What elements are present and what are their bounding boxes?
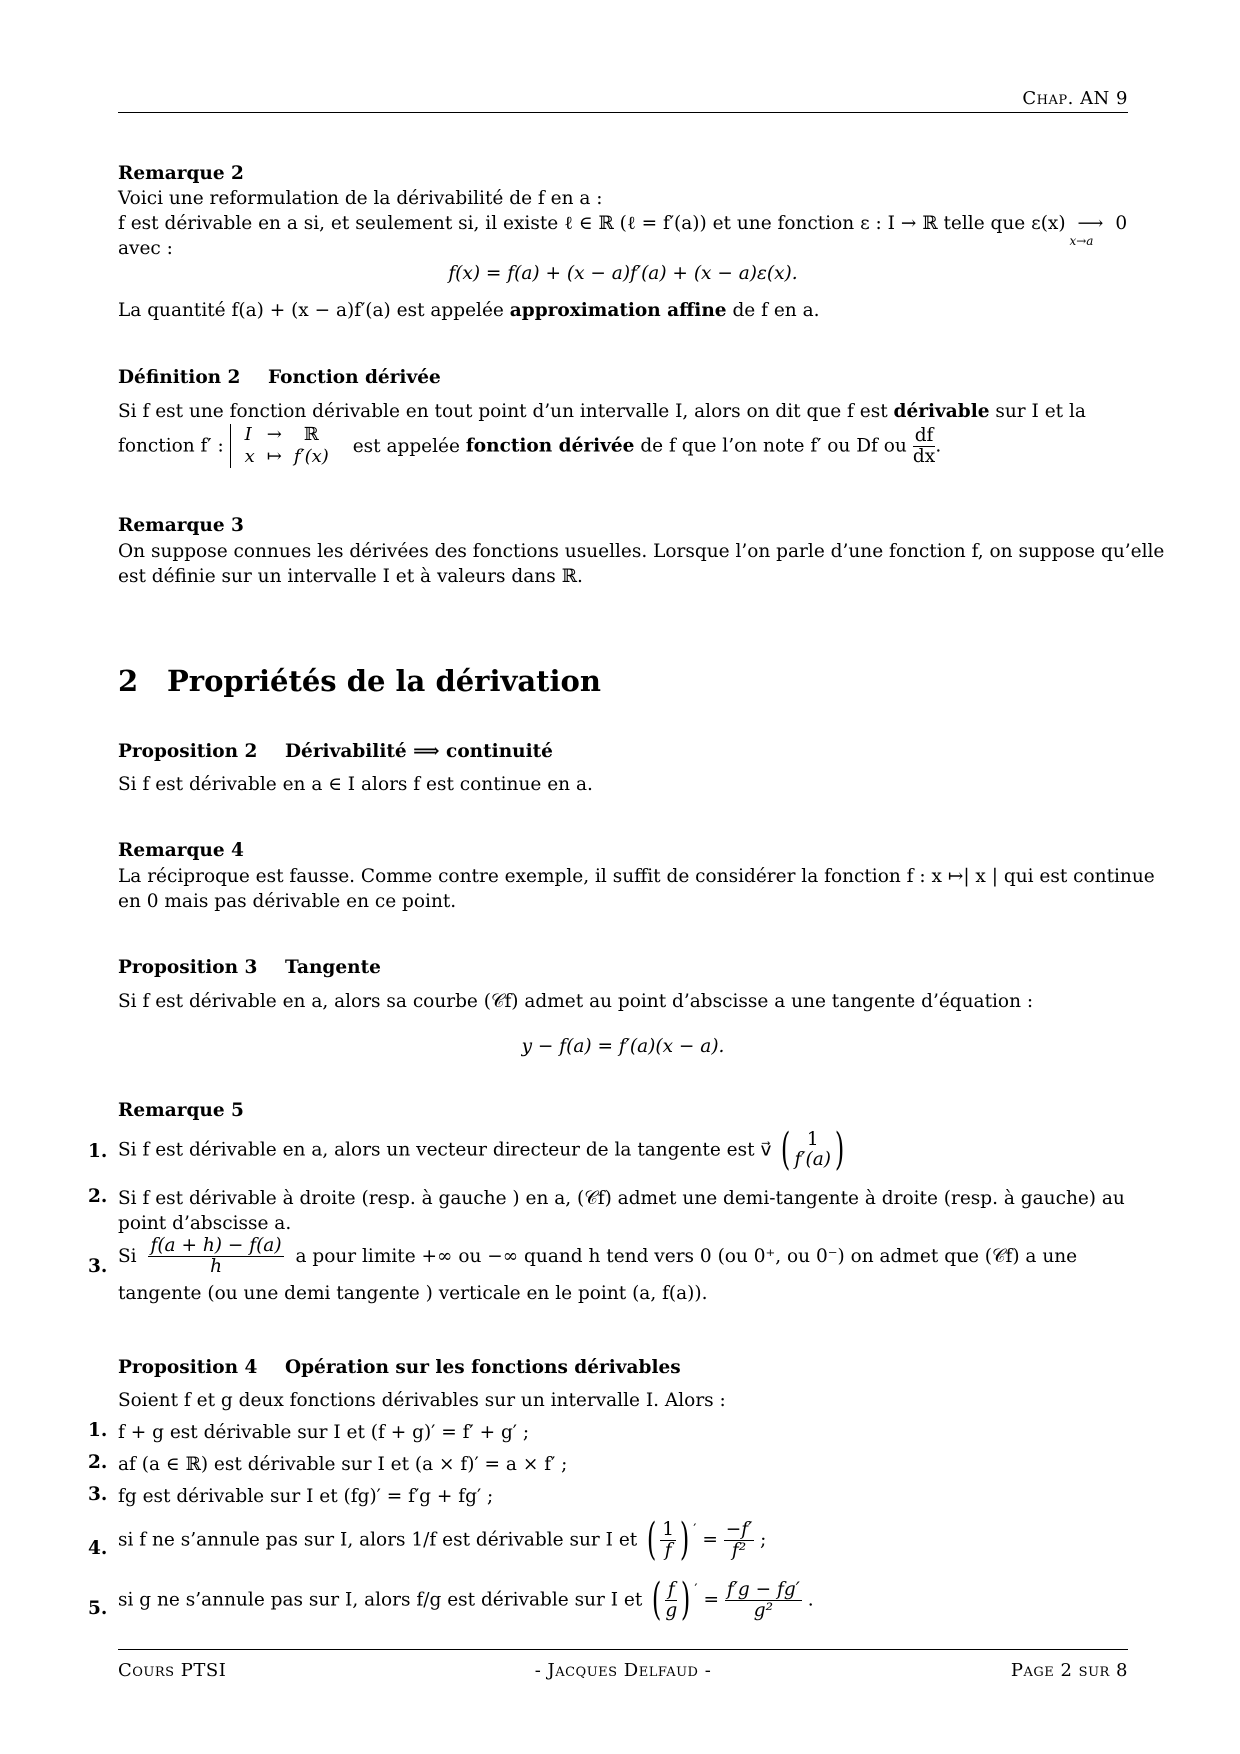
quotient-derivative-den: g²: [753, 1599, 773, 1621]
chapter-header: Chap. AN 9: [1022, 88, 1128, 109]
proposition-3-line1: Si f est dérivable en a, alors sa courbe (𝒞f) admet au point d’abscisse a une tangente d’équation :: [118, 991, 1034, 1012]
prop-4-item-5-num: 5.: [88, 1598, 108, 1619]
quotient-derivative: [725, 1580, 802, 1621]
remarque-3-line2: est définie sur un intervalle I et à valeurs dans ℝ.: [118, 566, 583, 587]
remarque-5-item-1-num: 1.: [88, 1141, 108, 1162]
remarque-2-line3: avec :: [118, 238, 173, 259]
inverse-num: 1: [662, 1518, 675, 1540]
prop-4-item-5: si g ne s’annule pas sur I, alors f/g est dérivable sur I et ( $\frac{f}{g}$ ) ′ = $\frac{f'g - fg'}{\text{g²}}$ .: [118, 1574, 814, 1625]
fonction-derivee-term: fonction dérivée: [465, 435, 635, 457]
paren-close: ): [679, 1514, 690, 1565]
prop-4-item-2-num: 2.: [88, 1452, 108, 1473]
inverse-derivative-den: f²: [731, 1539, 747, 1561]
prop-4-item-4-text: si f ne s’annule pas sur I, alors 1/f est dérivable sur I et: [118, 1529, 638, 1551]
footer-rule: [118, 1649, 1128, 1650]
remarque-2-line4-c: de f en a.: [732, 300, 820, 321]
proposition-2-label: Proposition 2: [118, 741, 258, 762]
map-image: f′(x): [293, 446, 329, 467]
definition-2-line2-a: fonction f′ :: [118, 435, 224, 457]
prop-4-item-3: fg est dérivable sur I et (fg)′ = f′g + fg′ ;: [118, 1486, 494, 1507]
difference-quotient-num: f(a + h) − f(a): [150, 1235, 282, 1256]
vec-top: 1: [806, 1129, 819, 1150]
remarque-3-label: Remarque 3: [118, 515, 244, 536]
quotient-derivative-num: f′g − fg′: [726, 1578, 800, 1600]
proposition-3-formula: y − f(a) = f′(a)(x − a).: [521, 1036, 725, 1057]
proposition-4-title: Opération sur les fonctions dérivables: [285, 1357, 681, 1378]
definition-2-line2-end: .: [935, 435, 942, 457]
remarque-5-item-3-num: 3.: [88, 1256, 108, 1277]
inverse-fraction: [660, 1520, 676, 1561]
prop-4-item-2: af (a ∈ ℝ) est dérivable sur I et (a × f)′ = a × f′ ;: [118, 1454, 568, 1475]
prop-4-item-4-end: ;: [760, 1529, 767, 1551]
remarque-5-item-3-text: a pour limite +∞ ou −∞ quand h tend vers 0 (ou 0⁺, ou 0⁻) on admet que (𝒞f) a une: [295, 1246, 1078, 1267]
paren-open-2: (: [652, 1574, 662, 1625]
inverse-den: f: [664, 1539, 672, 1561]
remarque-5-item-2-line2: point d’abscisse a.: [118, 1213, 292, 1234]
definition-2-line1: [118, 399, 1128, 424]
remarque-3-line1: On suppose connues les dérivées des fonctions usuelles. Lorsque l’on parle d’une fonction f, on suppose qu’elle: [118, 541, 1165, 562]
footer-left: Cours PTSI: [118, 1660, 227, 1681]
vec-bottom: f′(a): [794, 1149, 831, 1170]
proposition-3-label: Proposition 3: [118, 957, 258, 978]
remarque-5-item-3-line2: tangente (ou une demi tangente ) verticale en le point (a, f(a)).: [118, 1283, 708, 1304]
quotient-den: g: [665, 1599, 678, 1621]
definition-2-line2: [118, 424, 941, 468]
remarque-5-label: Remarque 5: [118, 1100, 244, 1121]
remarque-5-item-2-line1: Si f est dérivable à droite (resp. à gauche ) en a, (𝒞f) admet une demi-tangente à droite (resp. à gauche) au: [118, 1188, 1125, 1209]
prop-4-item-4: si f ne s’annule pas sur I, alors 1/f est dérivable sur I et ( $\frac{1}{f}$ ) ′ = $\frac{-f'}{\text{f²}}$ ;: [118, 1514, 767, 1565]
remarque-4-line1: La réciproque est fausse. Comme contre exemple, il suffit de considérer la fonction f : x ↦| x | qui est continue: [118, 866, 1155, 887]
map-domain: I: [244, 424, 252, 445]
prop-4-item-5-text: si g ne s’annule pas sur I, alors f/g est dérivable sur I et: [118, 1589, 643, 1611]
definition-2-title: Fonction dérivée: [268, 367, 441, 388]
function-map: [230, 424, 341, 468]
definition-2-line2-d: de f que l’on note f′ ou Df ou: [640, 435, 907, 457]
inverse-derivative-num: −f′: [725, 1518, 753, 1540]
difference-quotient: [148, 1236, 283, 1277]
proposition-4-label: Proposition 4: [118, 1357, 258, 1378]
df-dx-fraction: [913, 426, 936, 467]
prop-4-item-4-num: 4.: [88, 1538, 108, 1559]
quotient-num: f: [665, 1580, 677, 1601]
definition-2-line2-b: est appelée: [352, 435, 460, 457]
prop-4-item-1-num: 1.: [88, 1420, 108, 1441]
vec-left-paren: (: [781, 1124, 791, 1175]
remarque-4-label: Remarque 4: [118, 840, 244, 861]
prop-4-item-3-num: 3.: [88, 1484, 108, 1505]
proposition-3-title: Tangente: [285, 957, 381, 978]
remarque-5-item-2-num: 2.: [88, 1186, 108, 1207]
remarque-2-label: Remarque 2: [118, 163, 244, 184]
remarque-2-line1: Voici une reformulation de la dérivabilité de f en a :: [118, 188, 603, 209]
quotient-fraction: [665, 1580, 677, 1621]
proposition-2-title: Dérivabilité ⟹ continuité: [285, 741, 553, 762]
remarque-5-item-1-text: Si f est dérivable en a, alors un vecteur directeur de la tangente est v⃗: [118, 1139, 772, 1161]
vec-right-paren: ): [834, 1124, 845, 1175]
inverse-derivative: [724, 1520, 755, 1561]
df-num: df: [914, 424, 934, 446]
map-codomain: ℝ: [303, 424, 319, 445]
footer-center: - Jacques Delfaud -: [534, 1660, 712, 1681]
remarque-5-item-3-pre: Si: [118, 1246, 137, 1267]
paren-open: (: [646, 1514, 657, 1565]
header-rule: [118, 112, 1128, 113]
proposition-2-line1: Si f est dérivable en a ∈ I alors f est continue en a.: [118, 774, 593, 795]
map-var: x: [244, 446, 255, 467]
definition-2-label: Définition 2: [118, 367, 241, 388]
definition-2-line1-a: Si f est une fonction dérivable en tout point d’un intervalle I, alors on dit que f est: [118, 401, 888, 422]
section-number: 2: [118, 664, 139, 698]
remarque-2-line4: [118, 298, 820, 323]
difference-quotient-den: h: [210, 1256, 222, 1277]
limit-arrow: ⟶ x→a: [1071, 211, 1109, 236]
derivable-term: dérivable: [893, 401, 990, 422]
dx-den: dx: [912, 445, 936, 467]
remarque-4-line2: en 0 mais pas dérivable en ce point.: [118, 891, 457, 912]
approximation-affine-term: approximation affine: [509, 300, 727, 321]
prop-4-item-5-end: .: [807, 1589, 814, 1611]
remarque-2-line4-a: La quantité f(a) + (x − a)f′(a) est appelée: [118, 300, 504, 321]
remarque-2-line2-end: 0: [1115, 213, 1128, 234]
remarque-2-line2: [118, 211, 1128, 248]
remarque-2-formula: f(x) = f(a) + (x − a)f′(a) + (x − a)ε(x).: [448, 263, 798, 284]
map-arrow: →: [266, 424, 282, 445]
limit-arrow-sub: x→a: [1069, 234, 1094, 248]
prop-4-item-1: f + g est dérivable sur I et (f + g)′ = f′ + g′ ;: [118, 1422, 530, 1443]
remarque-5-item-3-line1: [118, 1236, 1077, 1277]
definition-2-line1-c: sur I et la: [995, 401, 1086, 422]
footer-right: Page 2 sur 8: [1010, 1660, 1128, 1681]
direction-vector: [794, 1130, 831, 1170]
map-mapsto: ↦: [266, 446, 282, 467]
remarque-2-line2-text: f est dérivable en a si, et seulement si, il existe ℓ ∈ ℝ (ℓ = f′(a)) et une fonction ε : I → ℝ telle que ε(x): [118, 213, 1066, 234]
proposition-4-intro: Soient f et g deux fonctions dérivables sur un intervalle I. Alors :: [118, 1390, 726, 1411]
paren-close-2: ): [681, 1574, 691, 1625]
section-title: Propriétés de la dérivation: [167, 664, 601, 698]
remarque-5-item-1: [118, 1124, 848, 1175]
